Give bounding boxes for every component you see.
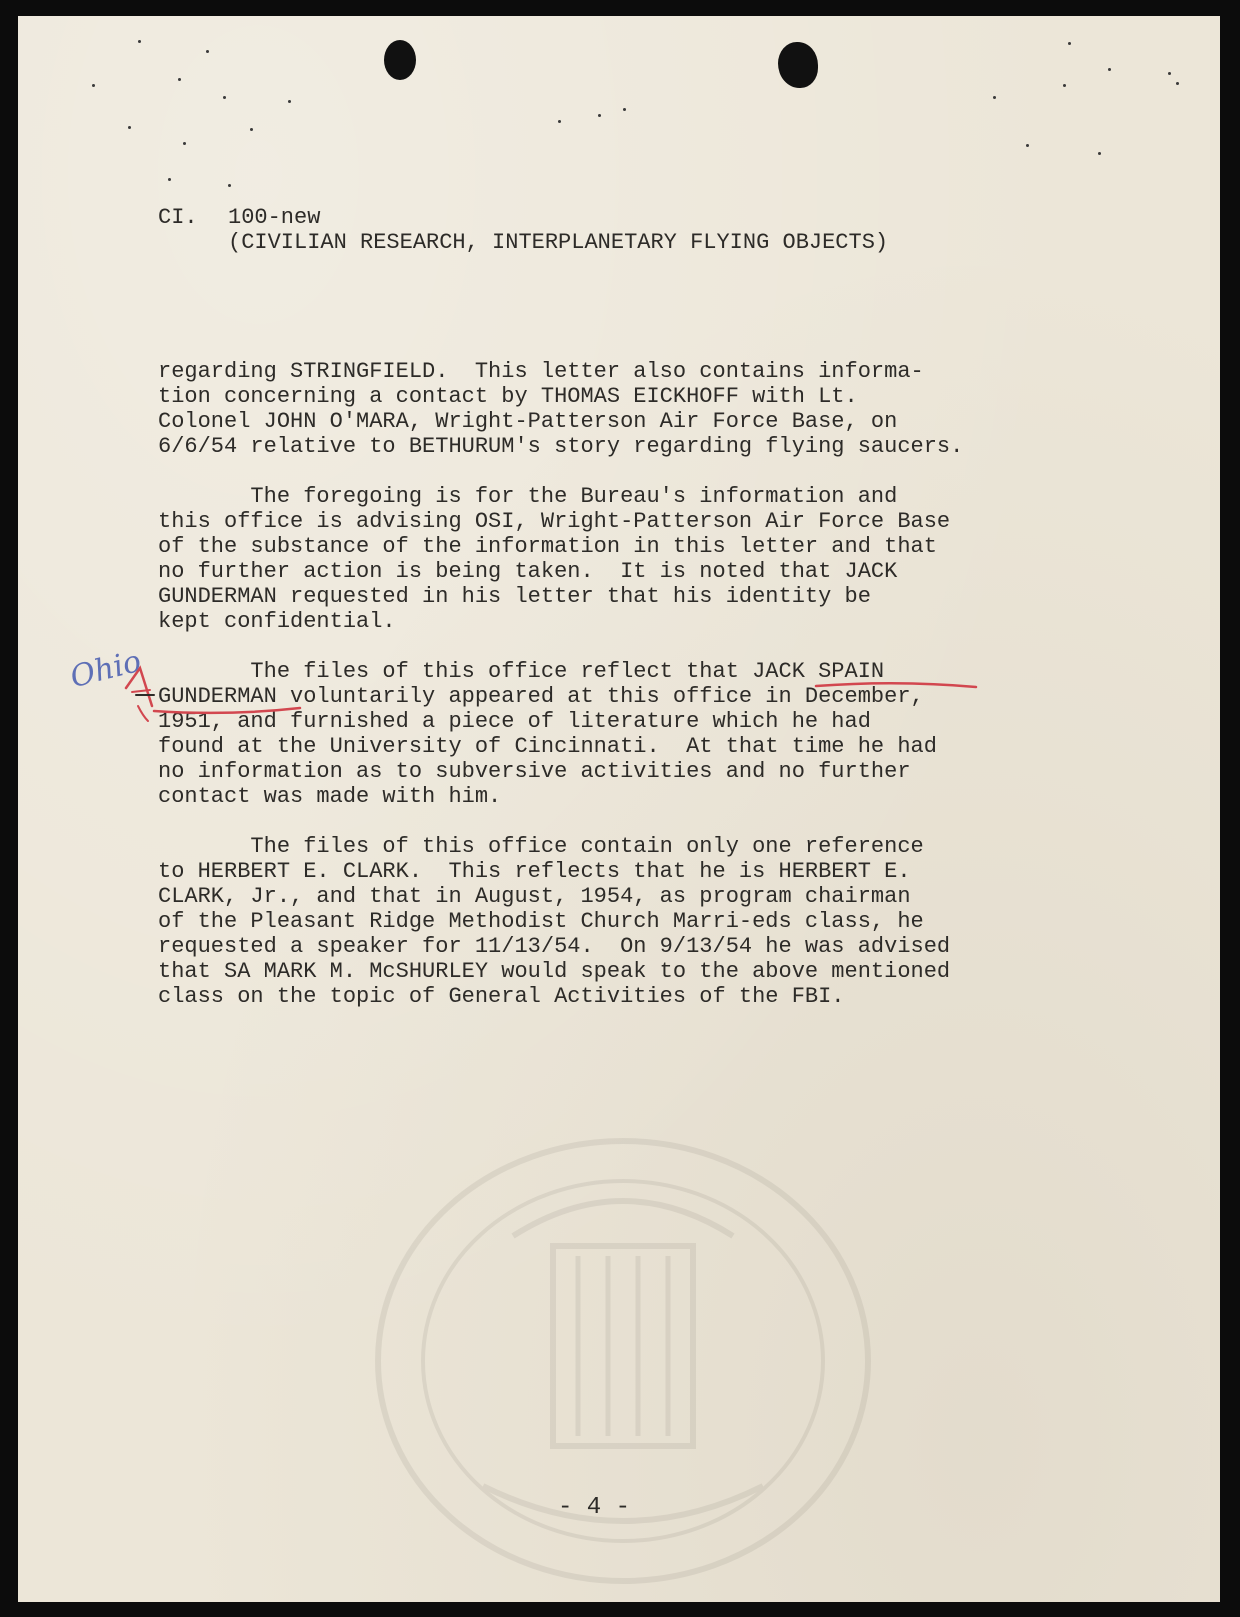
page-number: - 4 - [558, 1494, 631, 1521]
text-line: no further action is being taken. It is noted that JACK [158, 559, 898, 584]
speck [288, 100, 291, 103]
text-line: requested a speaker for 11/13/54. On 9/13/54 he was advised [158, 934, 951, 959]
handwritten-annotation: Ohio [66, 643, 145, 696]
speck [1026, 144, 1029, 147]
text-line: GUNDERMAN requested in his letter that his identity be [158, 584, 871, 609]
speck [993, 96, 996, 99]
document-page [18, 16, 1220, 1602]
speck [168, 178, 171, 181]
speck [206, 50, 209, 53]
speck [1063, 84, 1066, 87]
file-number: 100-new [228, 205, 321, 230]
embossed-seal-watermark [363, 1126, 883, 1596]
text-line: The files of this office contain only one reference [158, 834, 924, 859]
text-line: 6/6/54 relative to BETHURUM's story regarding flying saucers. [158, 434, 964, 459]
speck [183, 142, 186, 145]
speck [128, 126, 131, 129]
text-line: Colonel JOHN O'MARA, Wright-Patterson Air Force Base, on [158, 409, 898, 434]
speck [558, 120, 561, 123]
text-line: CLARK, Jr., and that in August, 1954, as program chairman [158, 884, 911, 909]
text-line: tion concerning a contact by THOMAS EICKHOFF with Lt. [158, 384, 858, 409]
speck [598, 114, 601, 117]
text-line: class on the topic of General Activities of the FBI. [158, 984, 845, 1009]
speck [1176, 82, 1179, 85]
text-line: contact was made with him. [158, 784, 502, 809]
text-line: of the substance of the information in this letter and that [158, 534, 937, 559]
text-line: regarding STRINGFIELD. This letter also contains informa- [158, 359, 924, 384]
speck [623, 108, 626, 111]
text-line: no information as to subversive activities and no further [158, 759, 911, 784]
speck [178, 78, 181, 81]
file-code: CI. [158, 205, 198, 230]
speck [138, 40, 141, 43]
text-line: of the Pleasant Ridge Methodist Church Marri-eds class, he [158, 909, 924, 934]
text-line: kept confidential. [158, 609, 396, 634]
punch-hole-left [384, 40, 416, 80]
text-line: GUNDERMAN voluntarily appeared at this office in December, [158, 684, 924, 709]
text-line: that SA MARK M. McSHURLEY would speak to the above mentioned [158, 959, 951, 984]
punch-hole-right [778, 42, 818, 88]
speck [1098, 152, 1101, 155]
text-line: to HERBERT E. CLARK. This reflects that he is HERBERT E. [158, 859, 911, 884]
speck [1068, 42, 1071, 45]
text-line: this office is advising OSI, Wright-Patterson Air Force Base [158, 509, 951, 534]
speck [92, 84, 95, 87]
text-line: found at the University of Cincinnati. At that time he had [158, 734, 937, 759]
speck [223, 96, 226, 99]
speck [1168, 72, 1171, 75]
speck [250, 128, 253, 131]
case-caption: (CIVILIAN RESEARCH, INTERPLANETARY FLYING OBJECTS) [228, 230, 889, 255]
text-line: The files of this office reflect that JACK SPAIN [158, 659, 885, 684]
text-line: 1951, and furnished a piece of literature which he had [158, 709, 871, 734]
speck [1108, 68, 1111, 71]
speck [228, 184, 231, 187]
text-line: The foregoing is for the Bureau's information and [158, 484, 898, 509]
